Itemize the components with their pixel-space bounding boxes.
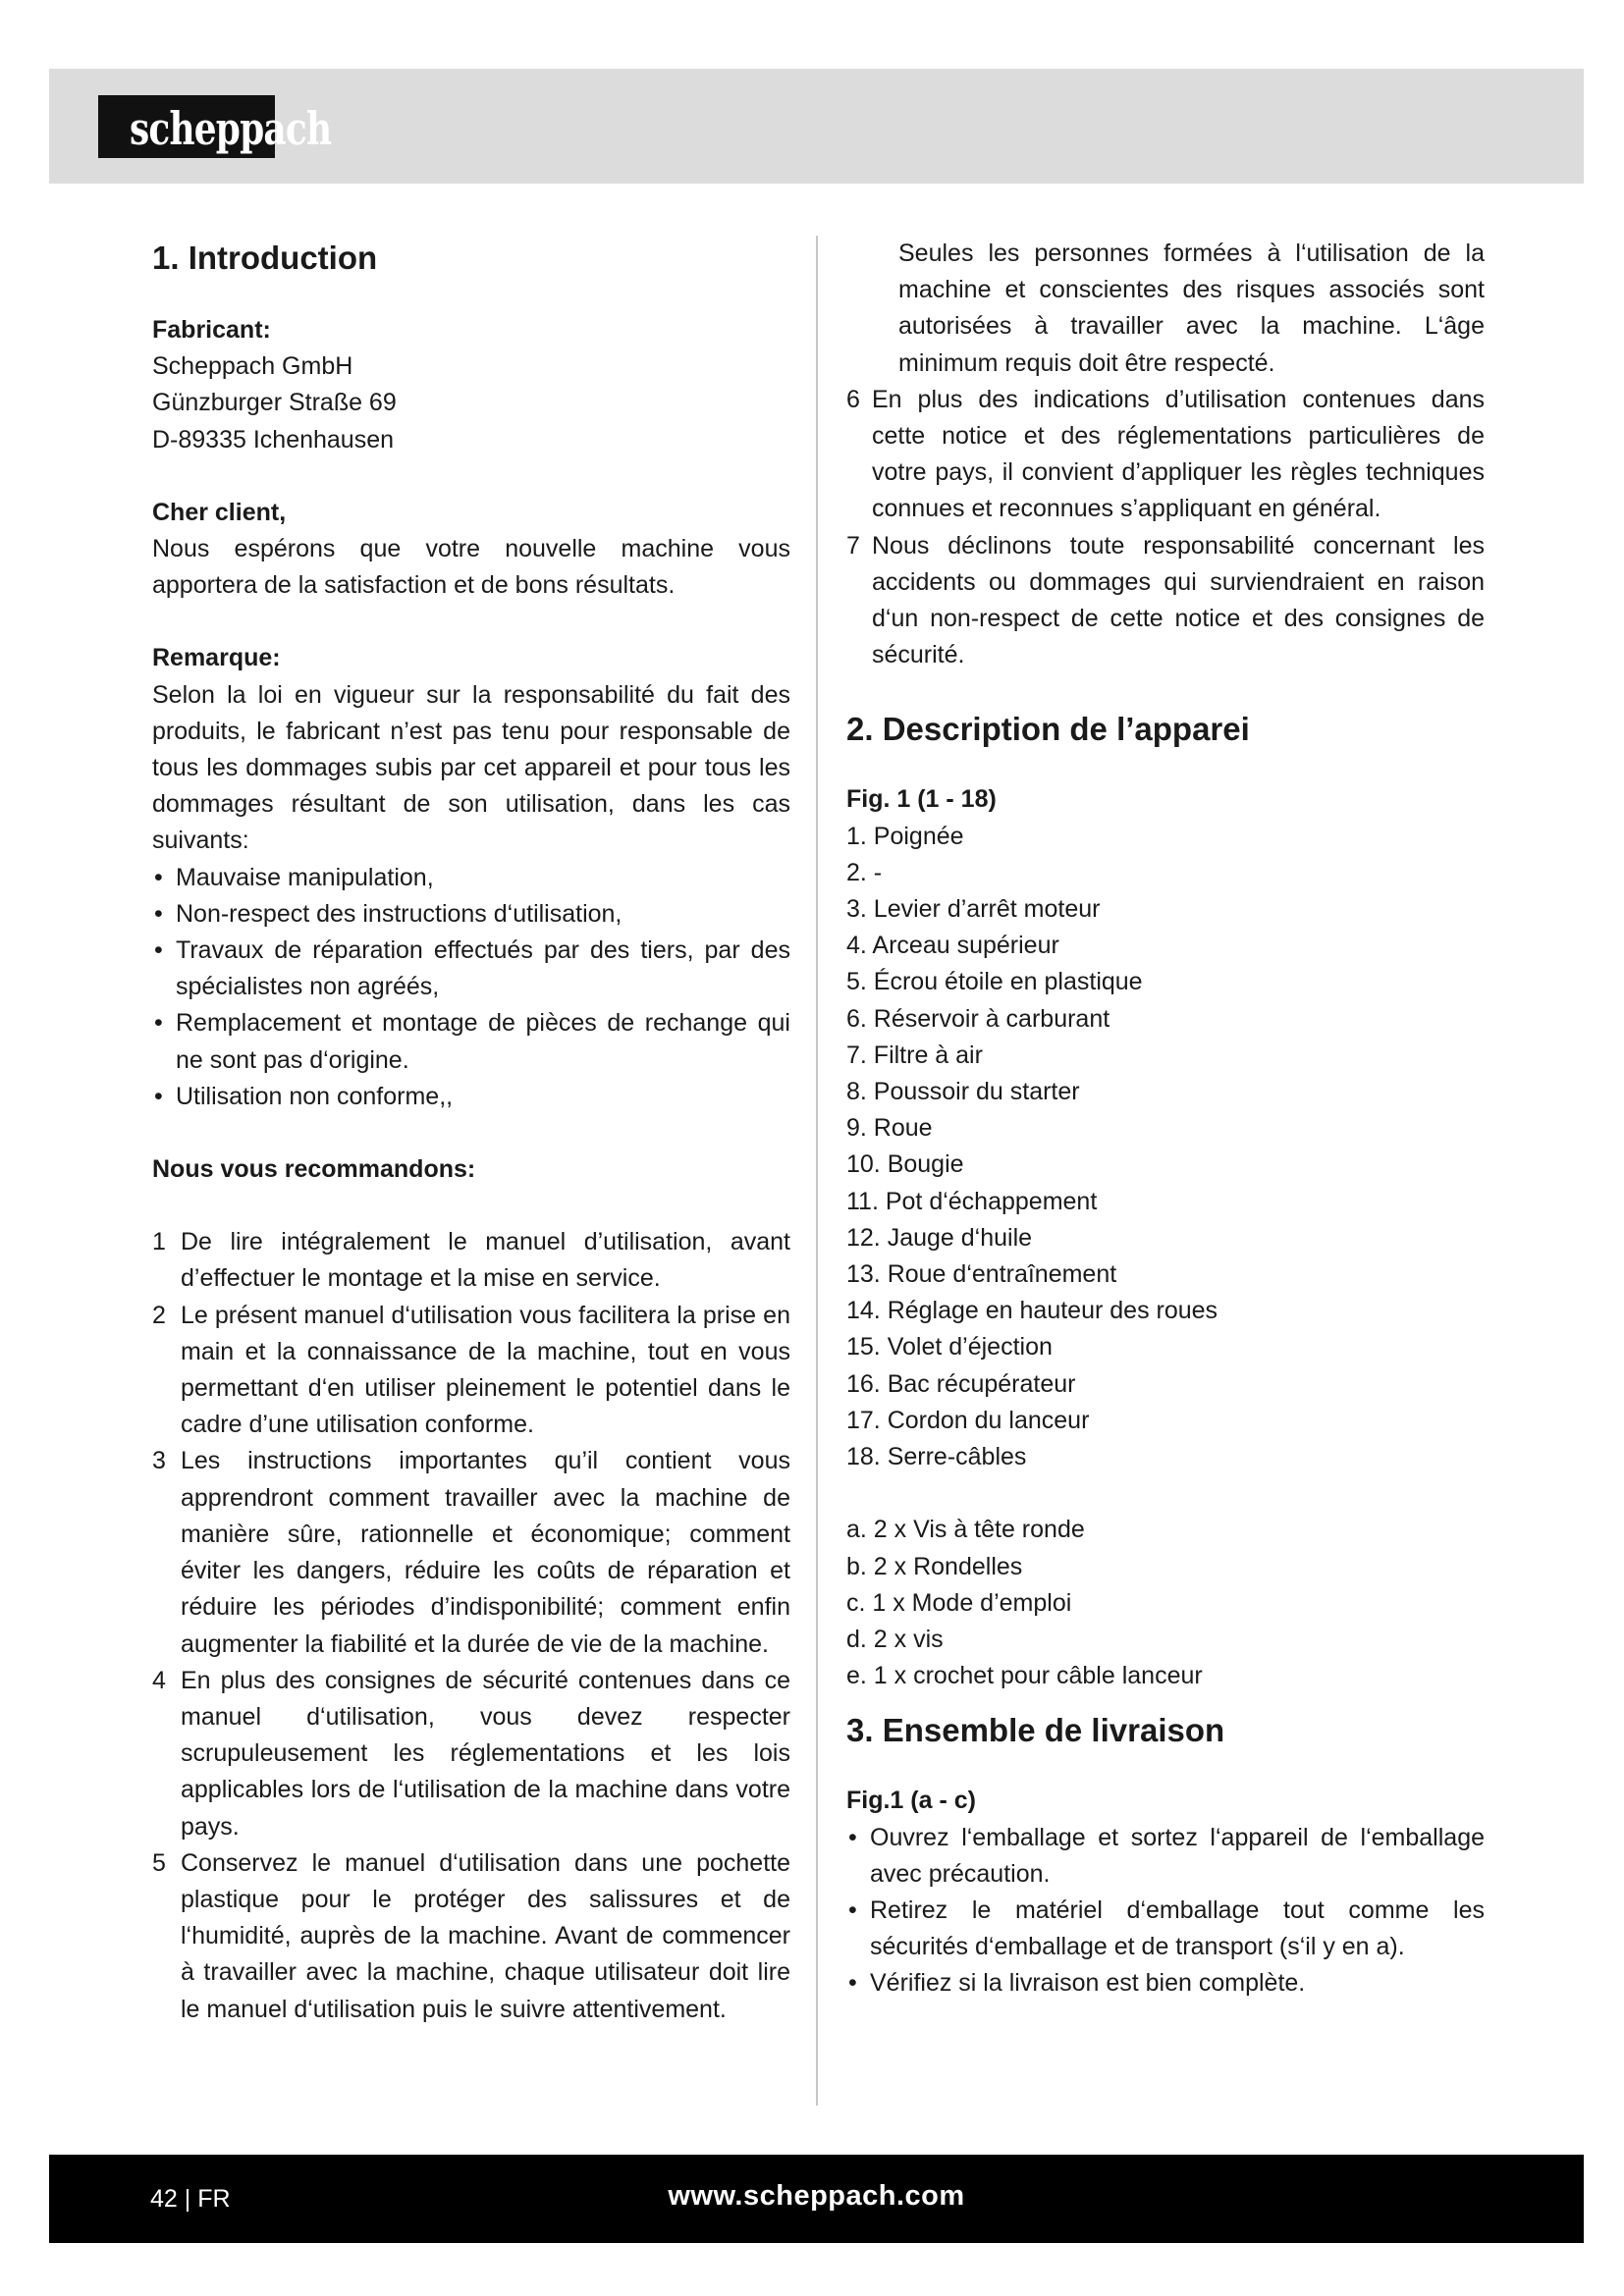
recommend-item: 2 Le présent manuel d‘utilisation vous facilitera la prise en main et la connaissance de la machine, tout en vous permettant d‘en utiliser pleinement le potentiel dans le cadre d’une utilisation conforme. bbox=[152, 1301, 790, 1439]
bullet-item: • Non-respect des instructions d‘utilisation, bbox=[154, 899, 623, 928]
recommend-item: 1 De lire intégralement le manuel d’utilisation, avant d’effectuer le montage et la mise en service. bbox=[152, 1228, 790, 1293]
footer-bar bbox=[49, 2155, 1584, 2243]
part-item: 9. Roue bbox=[846, 1114, 933, 1143]
part-item: 6. Réservoir à carburant bbox=[846, 1004, 1110, 1033]
part-item: 8. Poussoir du starter bbox=[846, 1078, 1080, 1106]
delivery-bullet: • Retirez le matériel d‘emballage tout comme les sécurités d‘emballage et de transport (s‘il y en a). bbox=[848, 1896, 1485, 1961]
delivery-bullet: • Ouvrez l‘emballage et sortez l‘appareil de l‘emballage avec précaution. bbox=[848, 1823, 1485, 1888]
part-item: 11. Pot d‘échappement bbox=[846, 1187, 1098, 1215]
accessories-list bbox=[846, 1512, 1485, 1694]
address-line: Scheppach GmbH bbox=[152, 352, 353, 381]
cher-client-label: Cher client, bbox=[152, 498, 287, 526]
part-item: 1. Poignée bbox=[846, 822, 964, 850]
right-column bbox=[846, 236, 1485, 2002]
recommend-item: 3 Les instructions importantes qu’il contient vous apprendront comment travailler avec la machine de manière sûre, rationnelle et économique; comment éviter les dangers, réduire les coûts de réparation et réduire les périodes d’indisponibilité; comment enfin augmenter la fiabilité et la durée de vie de la machine. bbox=[152, 1447, 790, 1658]
left-column bbox=[152, 236, 790, 2028]
page-number: 42 | FR bbox=[150, 2185, 231, 2213]
bullet-item: • Utilisation non conforme,, bbox=[154, 1082, 454, 1110]
website-link[interactable]: www.scheppach.com bbox=[668, 2180, 965, 2212]
part-item: 15. Volet d’éjection bbox=[846, 1333, 1053, 1362]
part-item: 4. Arceau supérieur bbox=[846, 932, 1059, 960]
recommend-item: 5 Conservez le manuel d‘utilisation dans une pochette plastique pour le protéger des salissures et de l‘humidité, auprès de la machine. Avant de commencer à travailler avec la machine, chaque utilisateur doit lire le manuel d‘utilisation puis le suivre attentivement. bbox=[152, 1848, 790, 2023]
part-item: 3. Levier d’arrêt moteur bbox=[846, 895, 1101, 924]
header-bar bbox=[49, 69, 1584, 184]
part-item: 7. Filtre à air bbox=[846, 1041, 983, 1069]
accessory-item: c. 1 x Mode d’emploi bbox=[846, 1588, 1072, 1617]
recommend-item: 6 En plus des indications d’utilisation contenues dans cette notice et des réglementations particulières de votre pays, il convient d’appliquer les règles techniques connues et reconnues s’appliquant en général. bbox=[846, 385, 1485, 523]
address-line: Günzburger Straße 69 bbox=[152, 389, 397, 417]
part-item: 14. Réglage en hauteur des roues bbox=[846, 1297, 1218, 1325]
part-item: 13. Roue d‘entraînement bbox=[846, 1260, 1117, 1289]
accessory-item: a. 2 x Vis à tête ronde bbox=[846, 1516, 1085, 1544]
fabricant-label: Fabricant: bbox=[152, 316, 271, 344]
bullet-item: • Travaux de réparation effectués par des tiers, par des spécialistes non agréés, bbox=[154, 936, 790, 1001]
part-item: 2. - bbox=[846, 858, 883, 886]
recommend-label: Nous vous recommandons: bbox=[152, 1155, 476, 1184]
part-item: 18. Serre-câbles bbox=[846, 1443, 1027, 1471]
item5-continued: Seules les personnes formées à l‘utilisation de la machine et conscientes des risques associés sont autorisées à travailler avec la machine. L‘âge minimum requis doit être respecté. bbox=[898, 240, 1485, 377]
part-item: 16. Bac récupérateur bbox=[846, 1369, 1076, 1398]
parts-list bbox=[846, 819, 1485, 1476]
column-divider bbox=[816, 236, 818, 2106]
cher-client-text: Nous espérons que votre nouvelle machine vous apportera de la satisfaction et de bons résultats. bbox=[152, 535, 790, 600]
delivery-bullet: • Vérifiez si la livraison est bien complète. bbox=[848, 1969, 1306, 1998]
delivery-heading: 3. Ensemble de livraison bbox=[846, 1712, 1225, 1749]
accessory-item: d. 2 x vis bbox=[846, 1625, 944, 1653]
intro-heading: 1. Introduction bbox=[152, 240, 378, 276]
remarque-text: Selon la loi en vigueur sur la responsabilité du fait des produits, le fabricant n’est pas tenu pour responsable de tous les dommages subis par cet appareil et pour tous les dommages résultant de son utilisation, dans les cas suivants: bbox=[152, 680, 790, 855]
fig1ac-label: Fig.1 (a - c) bbox=[846, 1787, 976, 1815]
address-line: D-89335 Ichenhausen bbox=[152, 425, 395, 454]
description-heading: 2. Description de l’apparei bbox=[846, 711, 1250, 748]
bullet-item: • Remplacement et montage de pièces de rechange qui ne sont pas d‘origine. bbox=[154, 1009, 790, 1074]
accessory-item: e. 1 x crochet pour câble lanceur bbox=[846, 1662, 1203, 1690]
part-item: 17. Cordon du lanceur bbox=[846, 1406, 1090, 1434]
part-item: 12. Jauge d‘huile bbox=[846, 1223, 1033, 1252]
fig1-label: Fig. 1 (1 - 18) bbox=[846, 785, 997, 814]
bullet-item: • Mauvaise manipulation, bbox=[154, 863, 434, 891]
scheppach-logo: scheppach bbox=[98, 95, 275, 158]
remarque-label: Remarque: bbox=[152, 644, 281, 672]
recommend-item: 7 Nous déclinons toute responsabilité concernant les accidents ou dommages qui surviendraient en raison d‘un non-respect de cette notice et des consignes de sécurité. bbox=[846, 531, 1485, 669]
accessory-item: b. 2 x Rondelles bbox=[846, 1552, 1023, 1580]
part-item: 10. Bougie bbox=[846, 1150, 964, 1179]
recommend-item: 4 En plus des consignes de sécurité contenues dans ce manuel d‘utilisation, vous devez respecter scrupuleusement les réglementations et les lois applicables lors de l‘utilisation de la machine dans votre pays. bbox=[152, 1666, 790, 1841]
part-item: 5. Écrou étoile en plastique bbox=[846, 968, 1143, 996]
